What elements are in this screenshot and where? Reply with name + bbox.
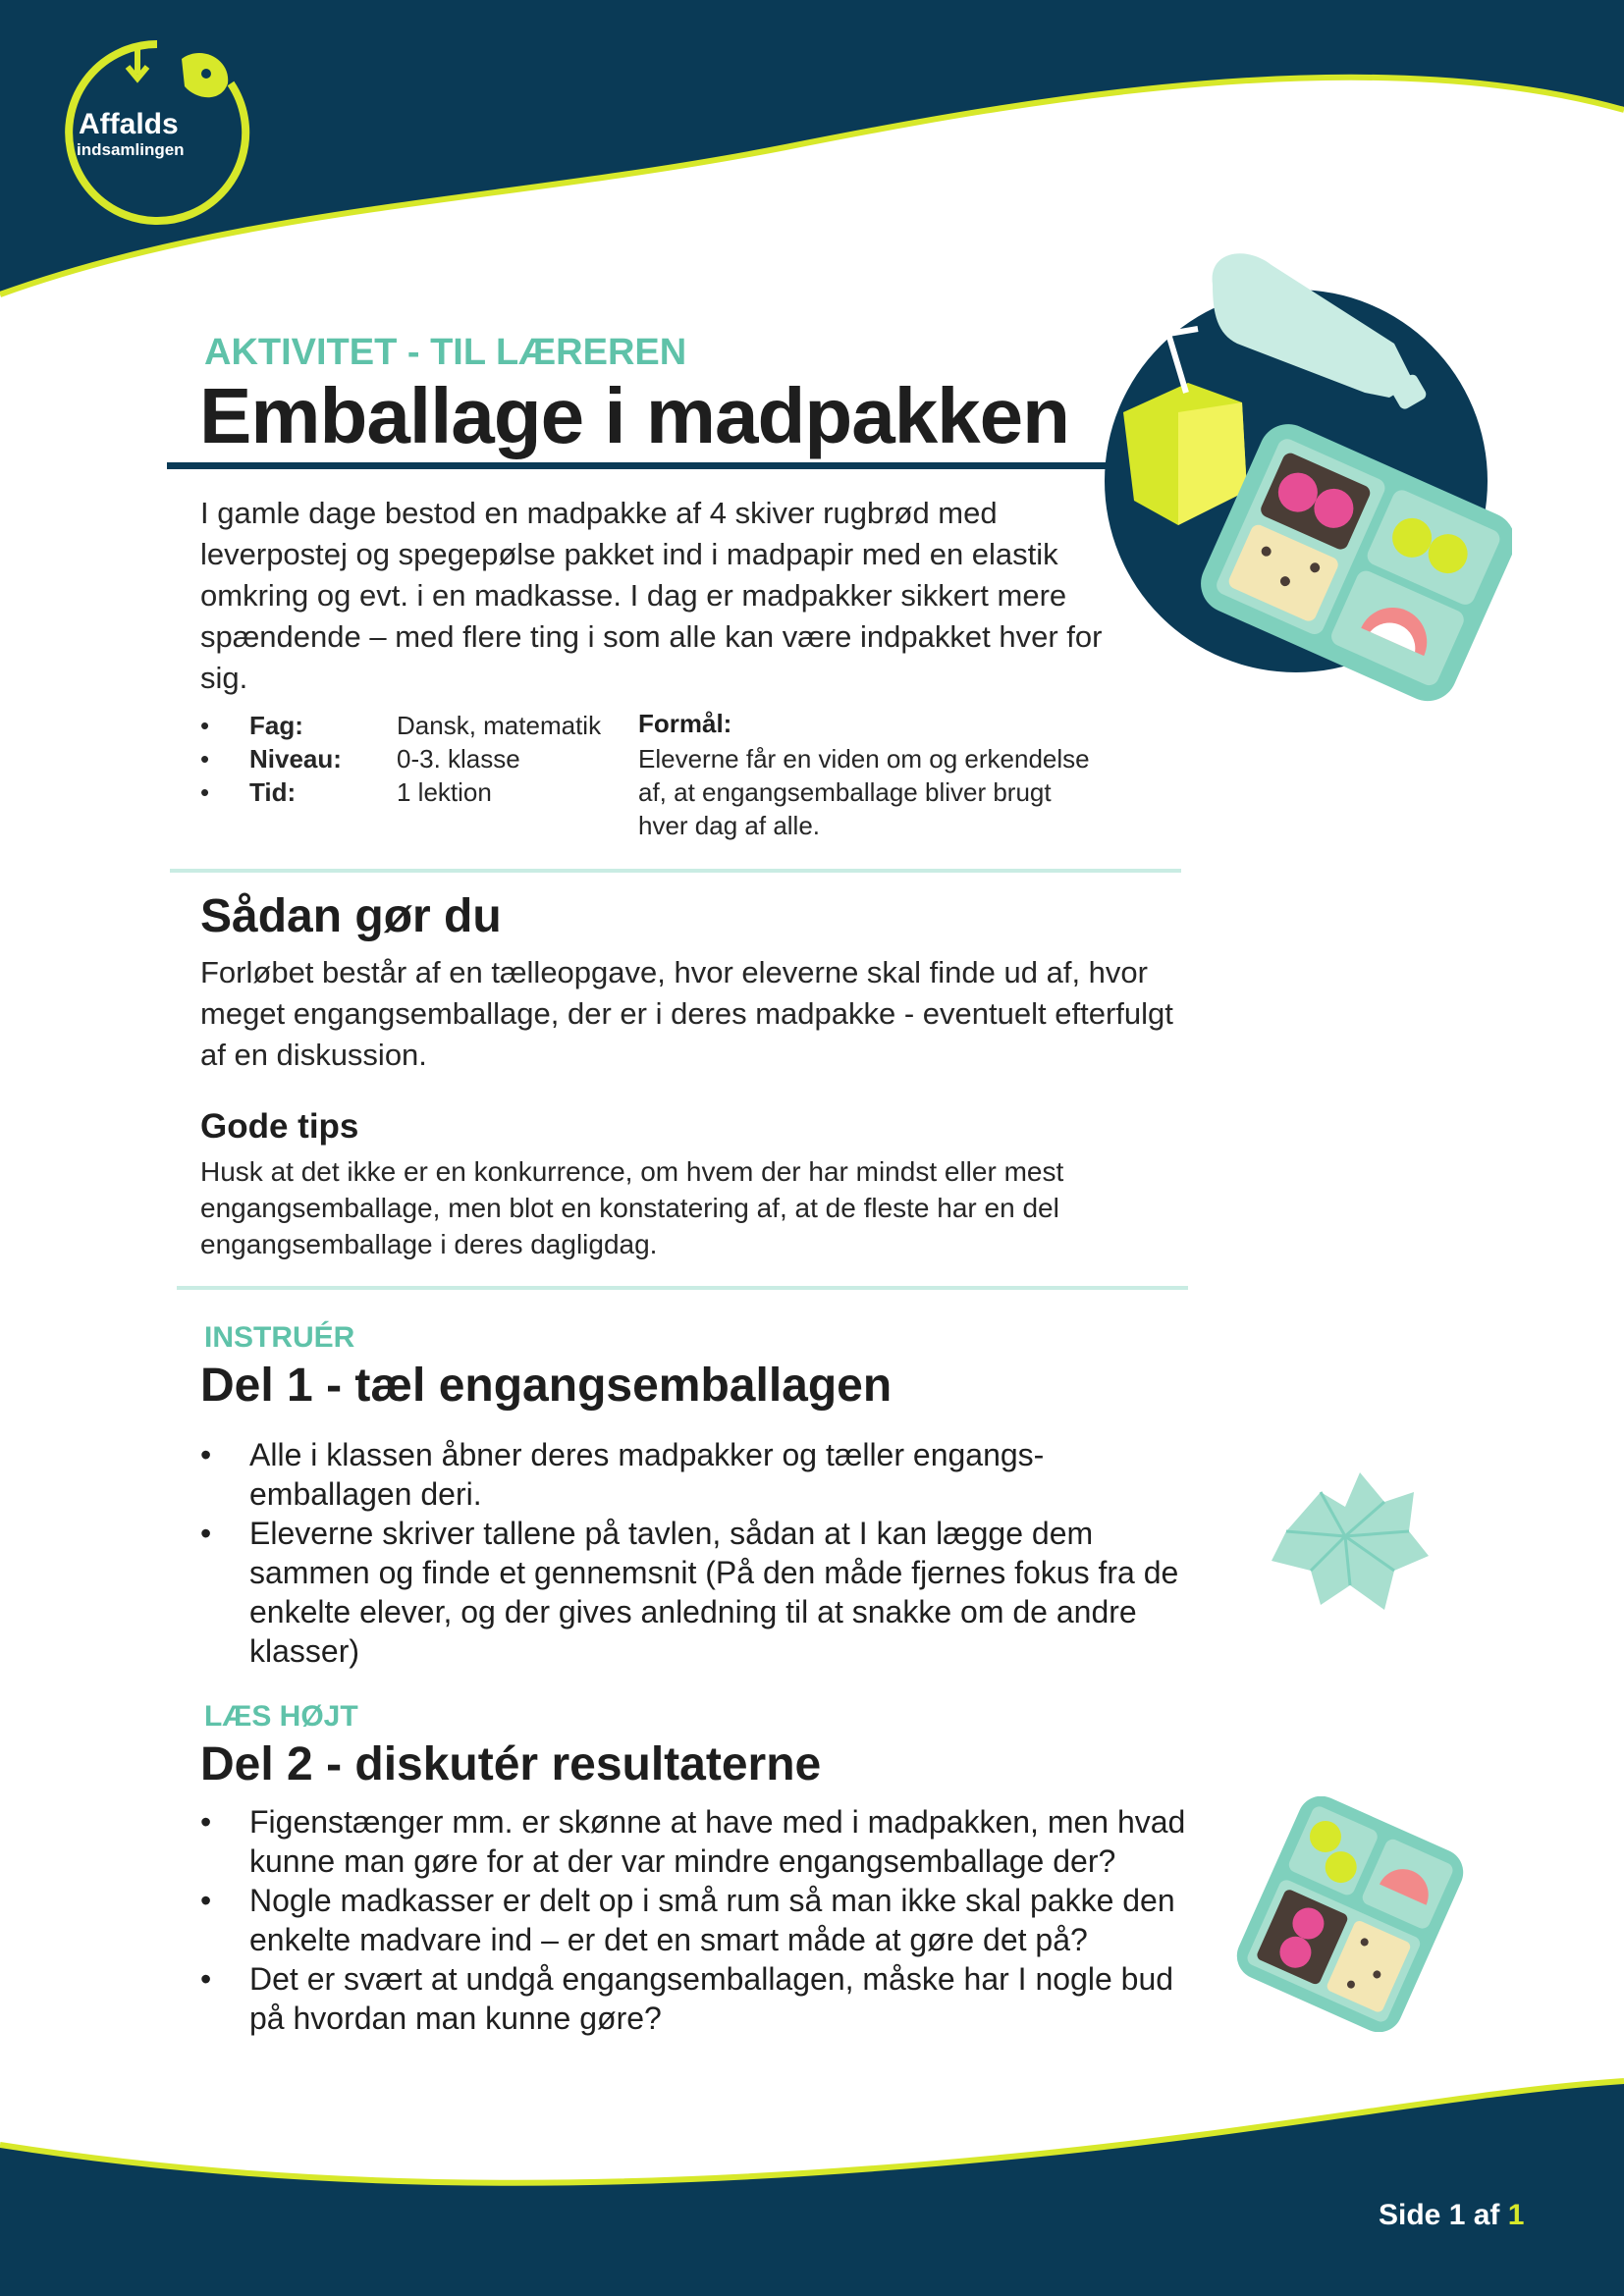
part2-kicker: LÆS HØJT <box>204 1700 358 1733</box>
lunchbox-small-illustration <box>1232 1796 1468 2032</box>
footer-wave <box>0 2071 1624 2296</box>
section-divider <box>177 1286 1188 1290</box>
purpose-text: Eleverne får en viden om og erkendelse af, at engangsemballage bliver brugt hver dag af alle. <box>638 744 1090 840</box>
logo-wordmark-line2: indsamlingen <box>77 140 185 159</box>
page-number-prefix: Side 1 af <box>1379 2199 1500 2231</box>
how-to-heading: Sådan gør du <box>200 890 502 942</box>
bullet-dot: • <box>200 777 210 807</box>
logo-wordmark-line1: Affalds <box>79 108 179 140</box>
fact-label: Tid: <box>249 777 297 807</box>
page-number <box>1379 2199 1524 2232</box>
lunch-illustration <box>1100 236 1512 707</box>
intro-paragraph: I gamle dage bestod en madpakke af 4 skiver rugbrød med leverpostej og spegepølse pakket ind i madpapir med en elastik omkring og evt. i en madkasse. I dag er madpakker sikkert mere spændende – med flere ting i som alle kan være indpakket hver for sig. <box>200 496 1103 695</box>
page-number-total: 1 <box>1507 2199 1525 2231</box>
list-item: • Alle i klassen åbner deres madpakker og tæller engangs-emballagen deri. <box>200 1435 1192 1514</box>
fact-label: Niveau: <box>249 744 342 774</box>
bullet-dot: • <box>200 711 210 740</box>
part2-heading: Del 2 - diskutér resultaterne <box>200 1738 822 1790</box>
section-divider <box>170 869 1181 873</box>
part1-heading: Del 1 - tæl engangsemballagen <box>200 1360 893 1412</box>
bullet-dot: • <box>200 744 210 774</box>
title-underline <box>167 462 1117 469</box>
part1-list <box>200 1435 1192 1671</box>
fact-label: Fag: <box>249 711 303 740</box>
page-title: Emballage i madpakken <box>199 372 1070 459</box>
how-to-text: Forløbet består af en tælleopgave, hvor eleverne skal finde ud af, hvor meget engangsemballage, der er i deres madpakke - eventuelt efterfulgt af en diskussion. <box>200 955 1173 1072</box>
list-item: • Figenstænger mm. er skønne at have med i madpakken, men hvad kunne man gøre for at der var mindre engangsemballage der? <box>200 1802 1202 1881</box>
crumpled-foil-icon <box>1267 1463 1434 1620</box>
list-item: • Eleverne skriver tallene på tavlen, sådan at I kan lægge dem sammen og finde et gennemsnit (På den måde fjernes fokus fra de enkelte elever, og der gives anledning til at snakke om de andre klasser) <box>200 1514 1192 1671</box>
part1-kicker: INSTRUÉR <box>204 1321 355 1354</box>
list-item: • Det er svært at undgå engangsemballagen, måske har I nogle bud på hvordan man kunne gøre? <box>200 1959 1202 2038</box>
fact-value: 1 lektion <box>397 777 492 807</box>
fact-value: 0-3. klasse <box>397 744 520 774</box>
tips-text: Husk at det ikke er en konkurrence, om hvem der har mindst eller mest engangsemballage, men blot en konstatering af, at de fleste har en del engangsemballage i deres dagligdag. <box>200 1156 1064 1259</box>
list-item: • Nogle madkasser er delt op i små rum så man ikke skal pakke den enkelte madvare ind – er det en smart måde at gøre det på? <box>200 1881 1202 1959</box>
fact-value: Dansk, matematik <box>397 711 602 740</box>
tips-heading: Gode tips <box>200 1107 359 1146</box>
purpose-label: Formål: <box>638 709 732 738</box>
part2-list <box>200 1802 1202 2038</box>
activity-kicker: AKTIVITET - TIL LÆREREN <box>204 332 687 373</box>
